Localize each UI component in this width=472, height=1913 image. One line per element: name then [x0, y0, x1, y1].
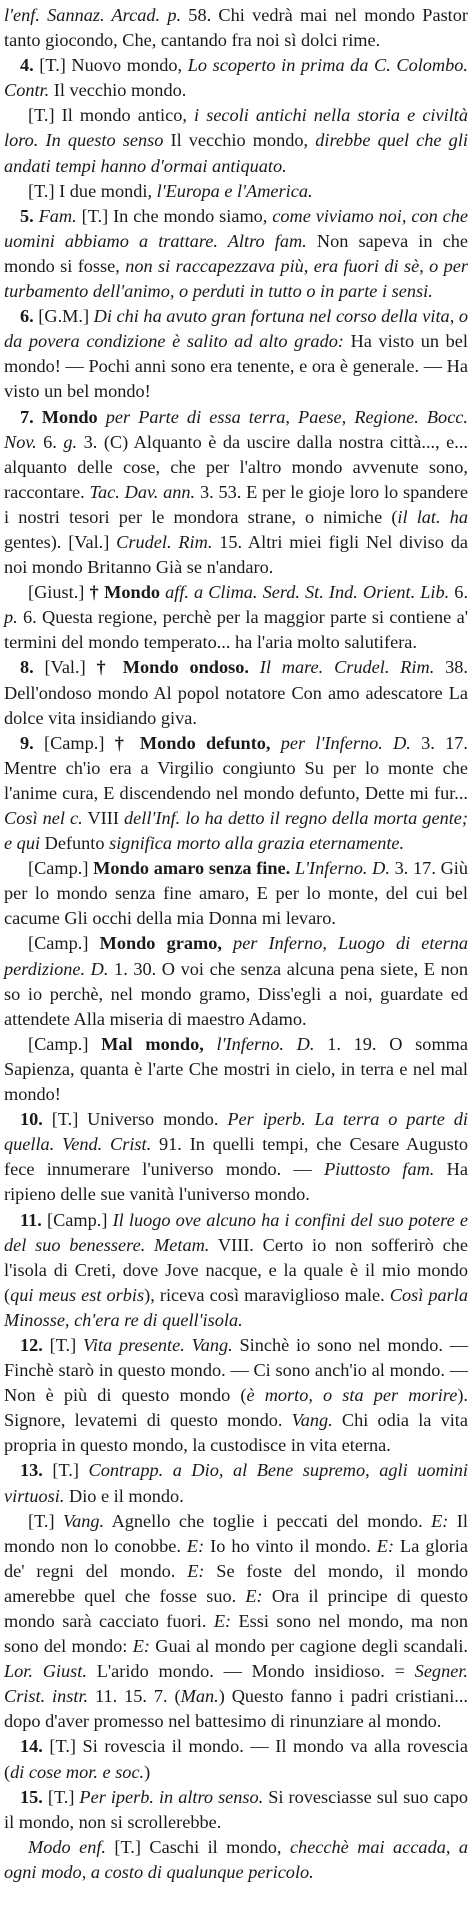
bold-text: 12.: [20, 1334, 43, 1355]
text-run: 6. Questa regione, perchè per la maggior parte si contiene a' termini del mondo temperato... ha l'aria molto salutifera.: [4, 607, 468, 653]
italic-text: i secoli antichi nella storia e civiltà loro. In questo senso: [4, 105, 469, 151]
entry-paragraph: [4, 1107, 468, 1207]
text-run: Chi odia la vita propria in questo mondo, la custodisce in vita eterna.: [4, 1410, 468, 1456]
text-run: 1. 30. O voi che senza alcuna pena siete, E non so io perchè, nel mondo gramo, Diss'egli a noi, guardate ed attendete Alla miseria di maestro Adamo.: [4, 958, 468, 1029]
text-run: 6.: [36, 431, 64, 452]
text-run: 38. Dell'ondoso mondo Al popol notatore Con amo adescatore La dolce vita insidiando giva.: [4, 657, 468, 728]
text-run: [G.M.]: [33, 306, 94, 327]
text-run: [T.] I due mondi,: [28, 180, 157, 201]
entry-paragraph: [4, 580, 468, 655]
bold-text: 14.: [20, 1736, 43, 1757]
italic-text: Fam.: [38, 205, 77, 226]
bold-text: † Mondo defunto,: [114, 732, 271, 753]
italic-text: p.: [4, 607, 18, 628]
italic-text: L'Inferno. D.: [294, 858, 390, 879]
text-run: [271, 733, 281, 753]
italic-text: E:: [132, 1636, 150, 1657]
italic-text: E:: [187, 1560, 205, 1581]
text-run: 91. In quelli tempi, che Cesare Augusto fece innumerare l'universo mondo. —: [4, 1134, 468, 1180]
italic-text: per Inferno, Luogo di eterna perdizione. D.: [4, 933, 468, 979]
bold-text: Mondo amaro senza fine.: [93, 858, 291, 879]
italic-text: l'enf. Sannaz. Arcad. p.: [4, 5, 182, 25]
text-run: 11. 15. 7. (: [88, 1686, 181, 1707]
text-run: ): [144, 1761, 151, 1782]
italic-text: per l'Inferno. D.: [280, 732, 411, 753]
text-run: [T.] Caschi il mondo,: [105, 1836, 290, 1857]
italic-text: Così nel c.: [4, 808, 83, 828]
text-run: gentes). [Val.]: [4, 531, 117, 552]
italic-text: Il mare. Crudel. Rim.: [259, 657, 435, 678]
italic-text: Di chi ha avuto gran fortuna nel corso della vita, o da povera condizione è salito ad alto grado:: [4, 306, 468, 352]
text-run: Defunto: [40, 833, 110, 854]
italic-text: Per iperb. La terra o parte di quella. Vend. Crist.: [4, 1109, 468, 1155]
text-run: 3. (C) Alquanto è da uscire dalla nostra città..., e... alquanto delle cose, che per l'altro mondo avvenute sono, raccontare.: [4, 431, 468, 502]
text-run: Dio e il mondo.: [64, 1485, 184, 1506]
text-run: [Camp.]: [33, 732, 115, 753]
entry-paragraph: [4, 856, 468, 931]
italic-text: direbbe quel che gli andati tempi hanno d'ormai antiquato.: [4, 130, 468, 176]
bold-text: 4.: [20, 55, 34, 76]
bold-text: 7. Mondo: [20, 406, 98, 427]
text-run: Il vecchio mondo.: [49, 80, 187, 101]
entry-paragraph: [4, 53, 468, 103]
text-run: [Camp.]: [28, 1033, 102, 1054]
text-run: Ha visto un bel mondo! — Pochi anni sono era tenente, e ora è generale. — Ha visto un bel mondo!: [4, 331, 468, 402]
entry-paragraph: [4, 3, 468, 53]
entry-paragraph: [4, 204, 468, 304]
italic-text: l'Inferno. D.: [216, 1033, 315, 1054]
text-run: [T.]: [42, 1786, 80, 1807]
italic-text: è morto, o sta per morire: [246, 1385, 458, 1406]
italic-text: E:: [376, 1535, 395, 1556]
italic-text: Lo scoperto in prima da C. Colombo. Contr.: [4, 55, 468, 101]
italic-text: E:: [245, 1585, 263, 1606]
text-run: 3. 17. Giù per lo mondo senza fine amaro, E per lo monte, del cui bel cacume Gli occhi della mia Donna mi levaro.: [4, 858, 469, 929]
text-run: Sinchè io sono nel mondo. — Finchè starò in questo mondo. — Ci sono anch'io al mondo. — Non è più di questo mondo (: [4, 1334, 468, 1406]
italic-text: come viviamo noi, con che uomini abbiamo a trattare. Altro fam.: [4, 205, 468, 251]
italic-text: E:: [186, 1535, 205, 1556]
italic-text: Segner. Crist. instr.: [4, 1661, 468, 1707]
text-run: L'arido mondo. — Mondo insidioso. =: [86, 1661, 415, 1682]
entry-paragraph: [4, 1032, 468, 1107]
entry-paragraph: [4, 731, 468, 856]
italic-text: Piuttosto fam.: [324, 1159, 435, 1180]
italic-text: Lor. Giust.: [4, 1661, 87, 1682]
italic-text: il lat. ha: [397, 506, 469, 527]
text-run: 58. Chi vedrà mai nel mondo Pastor tanto giocondo, Che, cantando fra noi sì dolci rime.: [4, 5, 468, 51]
italic-text: Vang.: [63, 1510, 105, 1531]
text-run: [T.]: [28, 1510, 63, 1531]
entry-paragraph: [4, 1835, 468, 1885]
entry-paragraph: [4, 1458, 468, 1508]
entry-paragraph: [4, 1509, 468, 1735]
text-run: 3. 17. Mentre ch'io era a Virgilio congiunto Su per lo monte che l'anime cura, E discendendo nel mondo defunto, Dette mi fur...: [4, 732, 468, 803]
italic-text: qui meus est orbis: [10, 1284, 145, 1305]
text-run: Si rovesciasse sul suo capo il mondo, non si scrollerebbe.: [4, 1786, 468, 1832]
bold-text: † Mondo ondoso.: [96, 657, 249, 678]
text-run: ). Signore, levatemi di questo mondo.: [4, 1385, 468, 1431]
bold-text: 8.: [20, 657, 34, 678]
text-run: [Camp.]: [28, 858, 94, 879]
italic-text: di cose mor. e soc.: [10, 1761, 145, 1782]
entry-paragraph: [4, 1208, 468, 1333]
text-run: ), riceva così maraviglioso male.: [144, 1284, 390, 1305]
entry-paragraph: [4, 1734, 468, 1784]
text-run: Io ho vinto il mondo.: [204, 1535, 377, 1556]
text-run: La gloria de' regni del mondo.: [4, 1535, 468, 1581]
italic-text: Il luogo ove alcuno ha i confini del suo potere e del suo benessere. Metam.: [4, 1209, 468, 1255]
text-run: [T.] Universo mondo.: [42, 1109, 228, 1130]
text-run: 1. 19. O somma Sapienza, quanta è l'arte Che mostri in cielo, in terra e nel mal mondo!: [4, 1033, 468, 1105]
italic-text: significa morto alla grazia eternamente.: [109, 833, 405, 854]
bold-text: 6.: [20, 306, 34, 327]
text-run: 6.: [449, 582, 469, 603]
italic-text: checchè mai accada, a ogni modo, a costo di qualunque pericolo.: [4, 1836, 468, 1882]
text-run: Il mondo non lo conobbe.: [4, 1510, 468, 1556]
italic-text: Vita presente. Vang.: [83, 1334, 233, 1355]
italic-text: Per iperb. in altro senso.: [79, 1786, 264, 1807]
text-run: Il vecchio mondo,: [163, 130, 316, 151]
text-run: [249, 657, 260, 677]
text-run: [T.] Nuovo mondo,: [33, 55, 188, 76]
text-run: [T.] Il mondo antico,: [28, 105, 195, 126]
text-run: [T.]: [42, 1334, 84, 1355]
bold-text: 9.: [20, 732, 34, 753]
text-run: 15. Altri miei figli Nel diviso da noi mondo Britanno Già se n'andaro.: [4, 531, 468, 578]
italic-text: per Parte di essa terra, Paese, Regione. Bocc. Nov.: [4, 406, 468, 452]
text-run: [Giust.]: [28, 582, 90, 603]
text-run: VIII: [82, 808, 125, 828]
text-run: ) Questo fanno i padri cristiani... dopo d'aver promesso nel battesimo di rinunziare al mondo.: [4, 1686, 468, 1732]
text-run: [204, 1034, 217, 1054]
text-run: Guai al mondo per cagione degli scandali.: [149, 1636, 468, 1657]
italic-text: E:: [213, 1611, 232, 1631]
italic-text: dell'Inf. lo ha detto il regno della morta gente; e qui: [4, 808, 469, 854]
entry-paragraph: [4, 1785, 468, 1835]
italic-text: Modo enf.: [28, 1836, 106, 1857]
italic-text: l'Europa e l'America.: [156, 180, 313, 201]
italic-text: Così parla Minosse, ch'era re di quell'isola.: [4, 1284, 469, 1330]
italic-text: g.: [63, 431, 78, 452]
bold-text: 15.: [20, 1786, 43, 1807]
bold-text: 5.: [20, 205, 34, 226]
bold-text: Mondo gramo,: [99, 933, 222, 954]
italic-text: Vang.: [291, 1410, 333, 1431]
text-run: [222, 933, 233, 953]
italic-text: Contrapp. a Dio, al Bene supremo, agli uomini virtuosi.: [4, 1460, 468, 1506]
italic-text: Crudel. Rim.: [116, 531, 213, 552]
bold-text: 11.: [20, 1209, 42, 1230]
text-run: [Camp.]: [41, 1209, 113, 1230]
text-run: [Camp.]: [28, 933, 100, 954]
entry-paragraph: [4, 655, 468, 730]
entry-paragraph: [4, 179, 468, 204]
italic-text: E:: [431, 1510, 449, 1531]
text-run: [T.] In che mondo siamo,: [76, 205, 273, 226]
italic-text: non si raccapezzava più, era fuori di sè, o per turbamento dell'animo, o perduti in tutto o in parte i sensi.: [4, 255, 468, 302]
text-run: Non sapeva in che mondo si fosse,: [4, 230, 469, 276]
text-run: VIII. Certo io non sofferirò che l'isola di Creti, dove Jove nacque, e la quale è il mio mondo (: [4, 1234, 468, 1305]
entry-paragraph: [4, 405, 468, 581]
bold-text: Mal mondo,: [101, 1033, 204, 1054]
text-run: [T.]: [42, 1460, 89, 1481]
entry-paragraph: [4, 103, 468, 178]
text-run: Se foste del mondo, il mondo amerebbe quel che fosse suo.: [4, 1560, 468, 1606]
text-run: Agnello che toglie i peccati del mondo.: [104, 1510, 432, 1531]
entry-paragraph: [4, 304, 468, 404]
italic-text: aff. a Clima. Serd. St. Ind. Orient. Lib.: [165, 582, 450, 603]
text-run: Essi sono nel mondo, ma non sono del mondo:: [4, 1611, 468, 1657]
text-run: [Val.]: [33, 657, 97, 678]
text-run: [T.] Si rovescia il mondo. — Il mondo va alla rovescia (: [4, 1736, 468, 1782]
italic-text: Tac. Dav. ann.: [89, 481, 196, 502]
bold-text: † Mondo: [89, 582, 161, 603]
bold-text: 13.: [20, 1460, 43, 1481]
text-run: 3. 53. E per le gioje loro lo spandere i nostri tesori per le mondora strane, o nimiche (: [4, 481, 468, 527]
entry-paragraph: [4, 1333, 468, 1458]
text-run: [98, 407, 106, 427]
italic-text: Man.: [180, 1686, 219, 1707]
text-run: Ora il principe di questo mondo sarà cacciato fuori.: [4, 1585, 468, 1631]
entry-paragraph: [4, 931, 468, 1031]
text-run: Ha ripieno delle sue vanità l'universo mondo.: [4, 1159, 468, 1205]
bold-text: 10.: [20, 1109, 43, 1130]
